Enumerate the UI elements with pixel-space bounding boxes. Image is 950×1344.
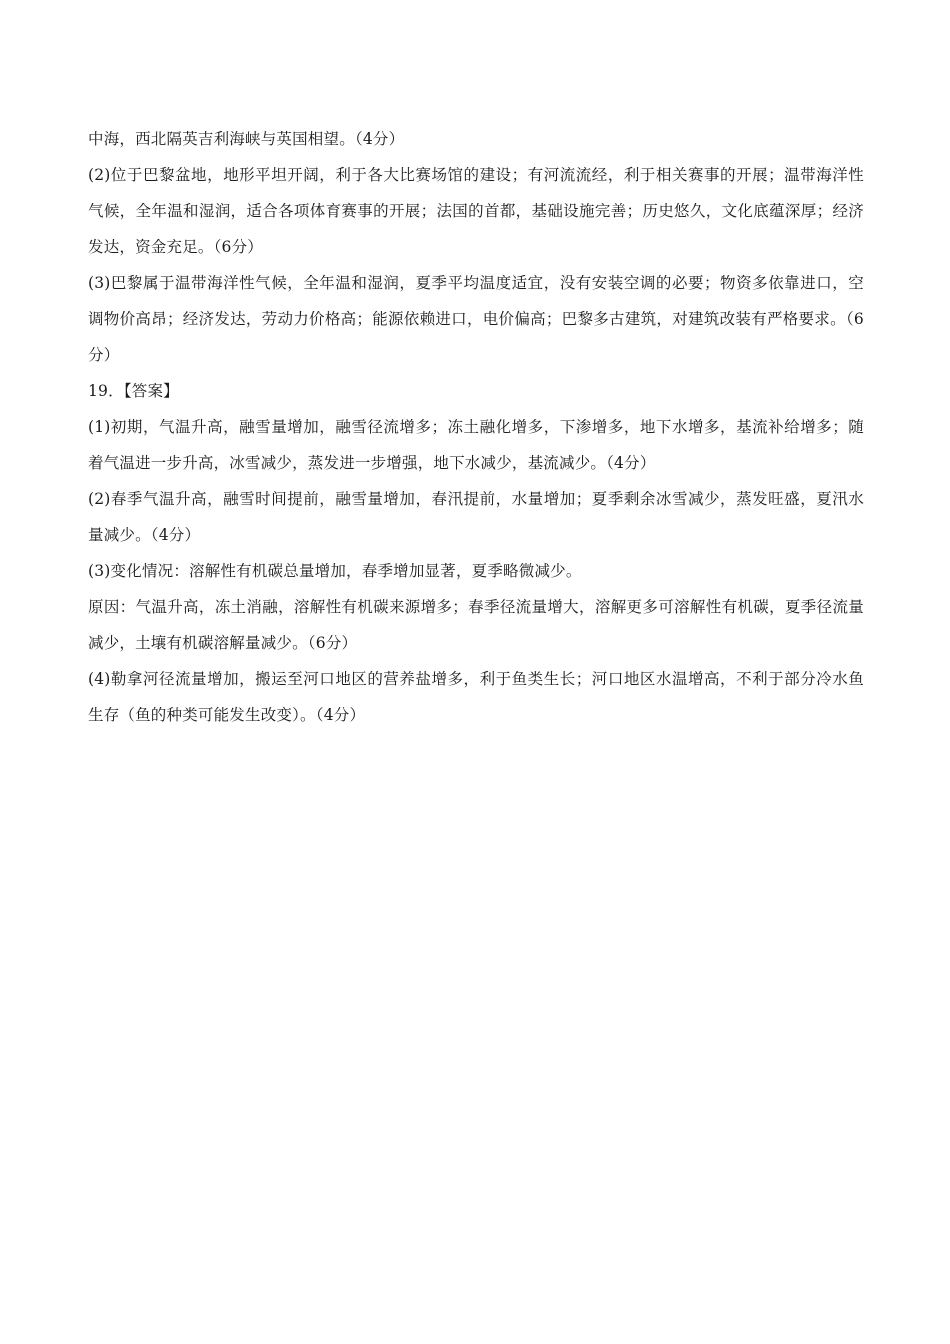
q18-part3: (3)巴黎属于温带海洋性气候，全年温和湿润，夏季平均温度适宜，没有安装空调的必要；物资多依靠进口，空调物价高昂；经济发达，劳动力价格高；能源依赖进口，电价偏高；巴黎多古建筑，对建筑改装有严格要求。（6分） (88, 274, 864, 364)
q19-part1: (1)初期，气温升高，融雪量增加，融雪径流增多；冻土融化增多，下渗增多，地下水增多，基流补给增多；随着气温进一步升高，冰雪减少，蒸发进一步增强，地下水减少，基流减少。（4分） (88, 418, 864, 472)
q19-heading: 19．【答案】 (88, 382, 179, 400)
q19-part3-change: (3)变化情况：溶解性有机碳总量增加，春季增加显著，夏季略微减少。 (88, 562, 582, 580)
q18-part1-tail: 中海，西北隔英吉利海峡与英国相望。（4分） (88, 130, 405, 148)
q19-part4: (4)勒拿河径流量增加，搬运至河口地区的营养盐增多，利于鱼类生长；河口地区水温增高，不利于部分冷水鱼生存（鱼的种类可能发生改变）。（4分） (88, 670, 864, 724)
q19-part2: (2)春季气温升高，融雪时间提前，融雪量增加，春汛提前，水量增加；夏季剩余冰雪减少，蒸发旺盛，夏汛水量减少。（4分） (88, 490, 864, 544)
q19-part3-reason: 原因：气温升高，冻土消融，溶解性有机碳来源增多；春季径流量增大，溶解更多可溶解性有机碳，夏季径流量减少，土壤有机碳溶解量减少。（6分） (88, 598, 864, 652)
answer-content (88, 121, 864, 733)
q18-part2: (2)位于巴黎盆地，地形平坦开阔，利于各大比赛场馆的建设；有河流流经，利于相关赛事的开展；温带海洋性气候，全年温和湿润，适合各项体育赛事的开展；法国的首都，基础设施完善；历史悠久，文化底蕴深厚；经济发达，资金充足。（6分） (88, 166, 864, 256)
